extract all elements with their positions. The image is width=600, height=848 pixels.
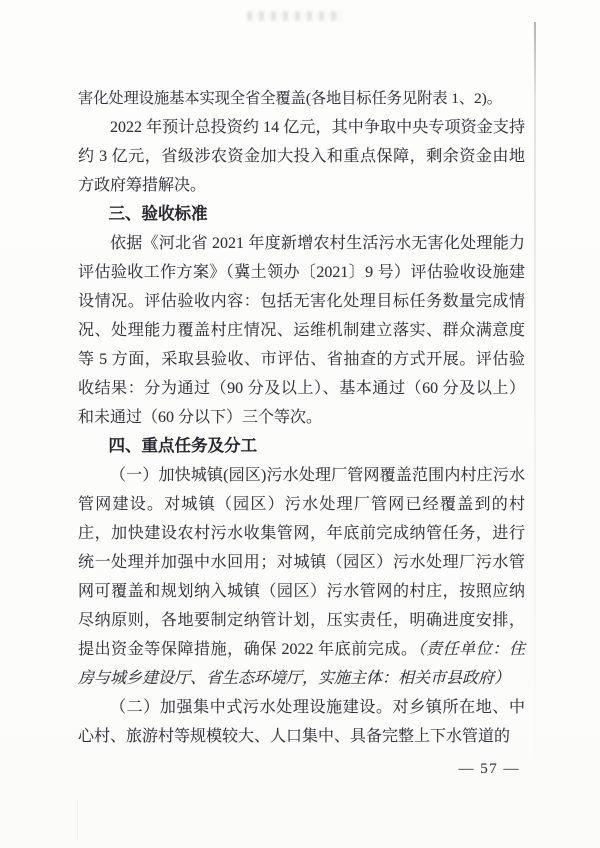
task-1-responsibility-unit: （责任单位：住房与城乡建设厅、省生态环境厅，实施主体：相关市县政府） — [78, 641, 525, 687]
scan-bleedthrough-smudge — [247, 11, 343, 21]
paragraph-task-1 — [78, 461, 525, 693]
heading-key-tasks-division: 四、重点任务及分工 — [108, 437, 258, 455]
task-1-text: （一）加快城镇(园区)污水处理厂管网覆盖范围内村庄污水管网建设。对城镇（园区）污水处理厂管网已经覆盖到的村庄，加快建设农村污水收集管网，年底前完成纳管任务，进行统一处理并加强中水回用；对城镇（园区）污水处理厂污水管网可覆盖和规划纳入城镇（园区）污水管网的村庄，按照应纳尽纳原则，各地要制定纳管计划，压实责任，明确进度安排，提出资金等保障措施，确保 2022 年底前完成。 — [78, 467, 525, 658]
scan-artifact-bottom-left — [77, 800, 78, 840]
paragraph-acceptance-criteria: 依据《河北省 2021 年度新增农村生活污水无害化处理能力评估验收工作方案》（冀土领办〔2021〕9 号）评估验收设施建设情况。评估验收内容：包括无害化处理目标任务数量完成情况、处理能力覆盖村庄情况、运维机制建立落实、群众满意度等 5 方面，采取县验收、市评估、省抽查的方式开展。评估验收结果：分为通过（90 分及以上）、基本通过（60 分及以上）和未通过（60 分以下）三个等次。 — [78, 235, 525, 426]
scan-fold-line — [534, 22, 536, 780]
document-body — [78, 84, 525, 751]
paragraph-task-2: （二）加强集中式污水处理设施建设。对乡镇所在地、中心村、旅游村等规模较大、人口集中、具备完整上下水管道的 — [78, 699, 525, 745]
paragraph-coverage-continuation: 害化处理设施基本实现全省全覆盖(各地目标任务见附表 1、2)。 — [78, 90, 502, 107]
paragraph-investment-plan: 2022 年预计总投资约 14 亿元，其中争取中央专项资金支持约 3 亿元，省级涉农资金加大投入和重点保障，剩余资金由地方政府筹措解决。 — [78, 119, 525, 194]
heading-acceptance-criteria: 三、验收标准 — [108, 205, 208, 223]
page-number: — 57 — — [458, 761, 520, 777]
